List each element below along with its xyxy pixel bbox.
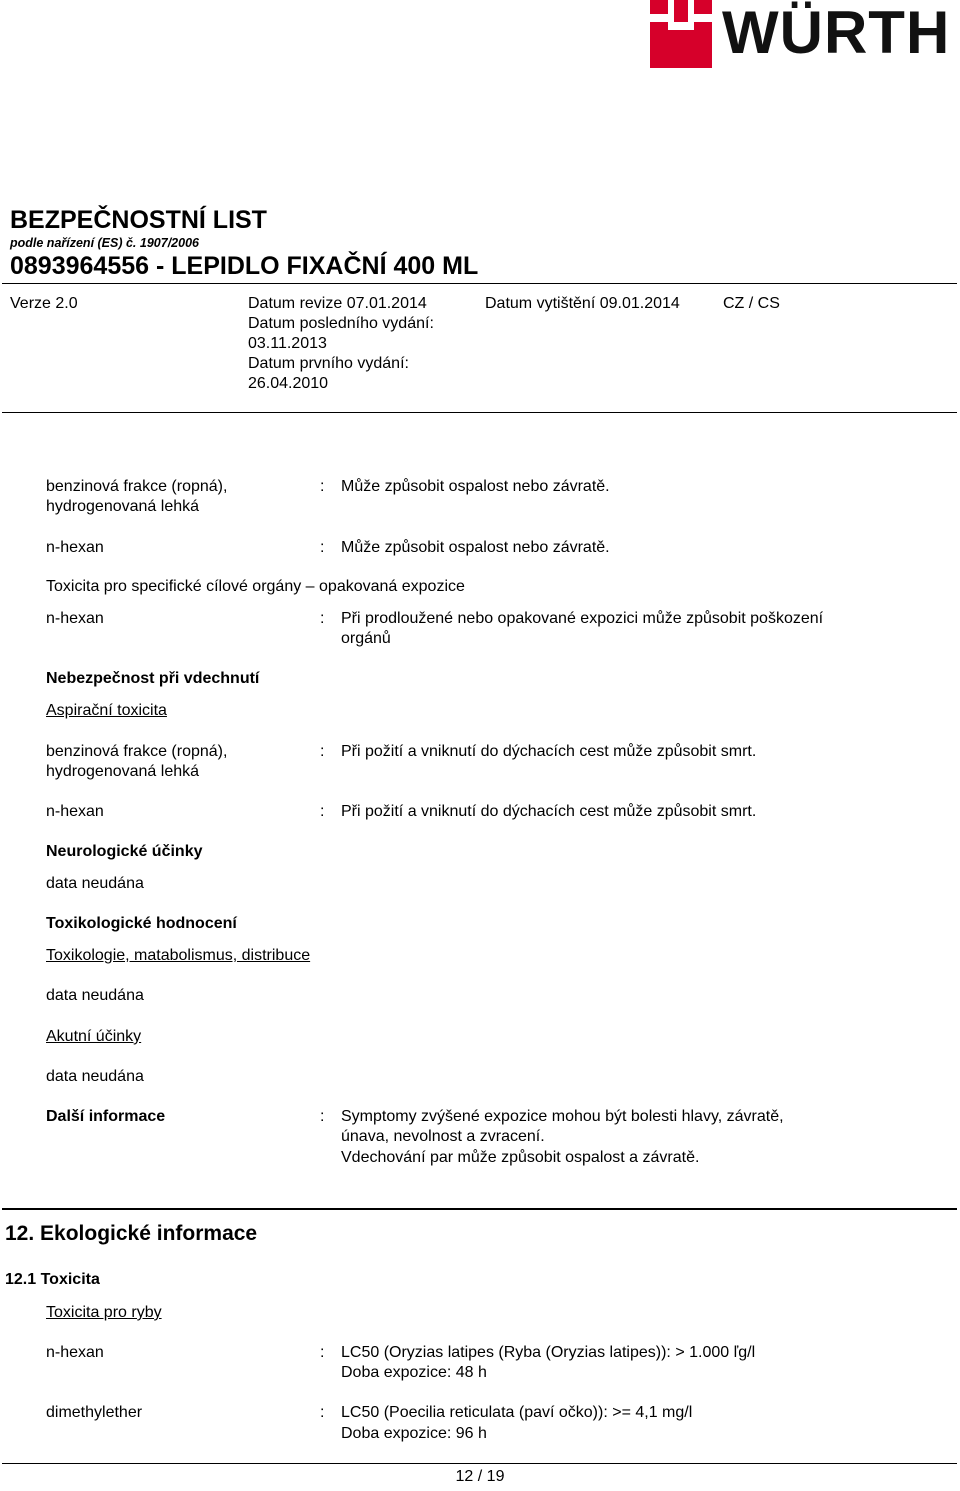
hazard-statement: Může způsobit ospalost nebo závratě.: [341, 539, 610, 556]
substance-name: n-hexan: [46, 1344, 104, 1361]
first-issue-date: 26.04.2010: [248, 375, 329, 392]
stot-repeated-heading: Toxicita pro specifické cílové orgány – opakovaná expozice: [46, 578, 465, 595]
further-info-text: Symptomy zvýšené expozice mohou být bolesti hlavy, závratě,: [341, 1108, 784, 1125]
tox-meta-text: data neudána: [46, 987, 144, 1004]
last-issue-date: 03.11.2013: [248, 335, 327, 352]
neuro-heading: Neurologické účinky: [46, 843, 203, 860]
section-rule: [2, 1208, 957, 1210]
colon-separator: :: [320, 1404, 325, 1421]
substance-name: n-hexan: [46, 539, 104, 556]
header-rule-bottom: [2, 412, 957, 413]
hazard-statement: Při požití a vniknutí do dýchacích cest může způsobit smrt.: [341, 743, 757, 760]
revision-date: Datum revize 07.01.2014: [248, 295, 427, 312]
colon-separator: :: [320, 1108, 325, 1125]
acute-subheading: Akutní účinky: [46, 1028, 142, 1045]
neuro-text: data neudána: [46, 875, 144, 892]
tox-eval-heading: Toxikologické hodnocení: [46, 915, 237, 932]
hazard-statement: Může způsobit ospalost nebo závratě.: [341, 478, 610, 495]
document-title: BEZPEČNOSTNÍ LIST: [10, 206, 267, 234]
colon-separator: :: [320, 743, 325, 760]
substance-name: n-hexan: [46, 610, 104, 627]
page-number: 12 / 19: [455, 1468, 505, 1485]
substance-name: benzinová frakce (ropná),: [46, 478, 228, 495]
colon-separator: :: [320, 539, 325, 556]
hazard-statement: Při prodloužené nebo opakované expozici může způsobit poškození: [341, 610, 824, 627]
exposure-time: Doba expozice: 48 h: [341, 1364, 487, 1381]
colon-separator: :: [320, 610, 325, 627]
further-info-text-cont: Vdechování par může způsobit ospalost a závratě.: [341, 1149, 700, 1166]
last-issue-label: Datum posledního vydání:: [248, 315, 434, 332]
substance-name: n-hexan: [46, 803, 104, 820]
fish-toxicity-heading: Toxicita pro ryby: [46, 1304, 162, 1321]
wurth-logo: [648, 0, 958, 72]
first-issue-label: Datum prvního vydání:: [248, 355, 409, 372]
exposure-time: Doba expozice: 96 h: [341, 1425, 487, 1442]
substance-name: dimethylether: [46, 1404, 143, 1421]
print-date: Datum vytištění 09.01.2014: [485, 295, 680, 312]
colon-separator: :: [320, 1344, 325, 1361]
substance-name: benzinová frakce (ropná),: [46, 743, 228, 760]
hazard-statement-cont: orgánů: [341, 630, 391, 647]
substance-name-cont: hydrogenovaná lehká: [46, 498, 200, 515]
header-rule-top: [2, 283, 957, 284]
hazard-statement: Při požití a vniknutí do dýchacích cest může způsobit smrt.: [341, 803, 757, 820]
lc50-value: LC50 (Poecilia reticulata (paví očko)): >= 4,1 mg/l: [341, 1404, 693, 1421]
further-info-label: Další informace: [46, 1108, 166, 1125]
version: Verze 2.0: [10, 295, 78, 312]
substance-name-cont: hydrogenovaná lehká: [46, 763, 200, 780]
colon-separator: :: [320, 478, 325, 495]
aspiration-heading: Nebezpečnost při vdechnutí: [46, 670, 260, 687]
wurth-logo-mark: [648, 0, 718, 68]
footer-rule: [2, 1463, 957, 1464]
section-12-1-heading: 12.1 Toxicita: [5, 1271, 100, 1288]
colon-separator: :: [320, 803, 325, 820]
locale: CZ / CS: [723, 295, 780, 312]
aspiration-subheading: Aspirační toxicita: [46, 702, 167, 719]
further-info-text-cont: únava, nevolnost a zvracení.: [341, 1128, 545, 1145]
lc50-value: LC50 (Oryzias latipes (Ryba (Oryzias latipes)): > 1.000 ľg/l: [341, 1344, 756, 1361]
section-12-heading: 12. Ekologické informace: [5, 1222, 258, 1245]
tox-meta-subheading: Toxikologie, matabolismus, distribuce: [46, 947, 311, 964]
product-name: 0893964556 - LEPIDLO FIXAČNÍ 400 ML: [10, 252, 479, 280]
acute-text: data neudána: [46, 1068, 144, 1085]
wurth-logo-text: WÜRTH: [722, 0, 951, 66]
document-subtitle: podle nařízení (ES) č. 1907/2006: [10, 236, 199, 250]
